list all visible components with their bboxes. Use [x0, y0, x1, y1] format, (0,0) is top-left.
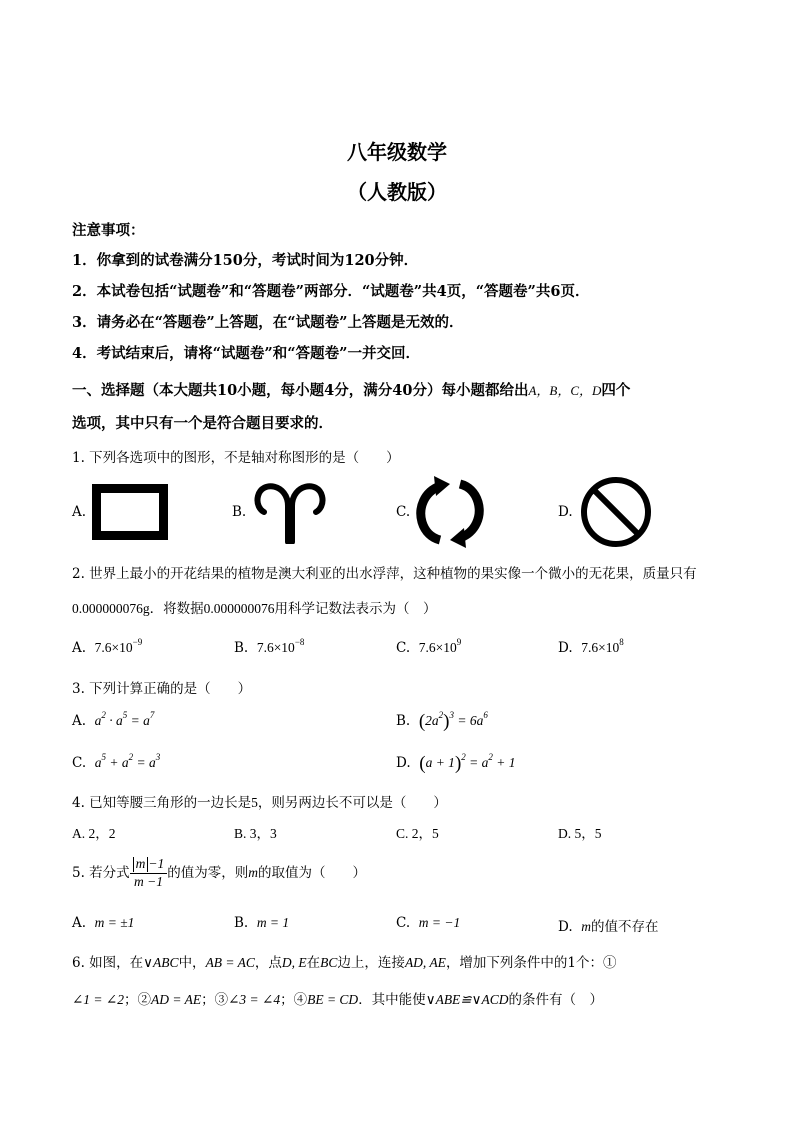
- q6-points-de: D, E: [281, 955, 307, 970]
- q2-option-a: [72, 637, 143, 656]
- notice-item-3: 3．请务必在“答题卷”上答题，在“试题卷”上答题是无效的．: [72, 314, 464, 331]
- q5-option-c-label: C.: [396, 915, 411, 931]
- q2-stem-text: ．将数据: [149, 601, 204, 617]
- aries-symbol-icon: [252, 476, 328, 544]
- page-title: 八年级数学: [347, 140, 447, 164]
- q6-text-c: ，点: [254, 955, 282, 971]
- q2-stem-line2: [72, 597, 437, 617]
- q5-option-a-label: A.: [72, 915, 87, 931]
- q5-stem: [72, 856, 366, 891]
- q5-option-d-text: 的值不存在: [590, 919, 659, 935]
- q6-equality: AB = AC: [205, 955, 255, 970]
- notice-item-4: 4．考试结束后，请将“试题卷”和“答题卷”一并交回．: [72, 345, 420, 362]
- q5-option-d-variable: m: [581, 919, 591, 934]
- q6-side-bc: BC: [320, 955, 338, 970]
- q3-option-c-expr: $a^5 + a^2 = a^3$: [94, 752, 161, 770]
- q5-stem-suffix: 的取值为（ ）: [258, 864, 367, 881]
- notice-item-2: 2．本试卷包括“试题卷”和“答题卷”两部分．“试题卷”共4页，“答题卷”共6页．: [72, 283, 590, 300]
- q3-option-b: [396, 711, 488, 733]
- q2-option-b-exponent: −8: [294, 637, 305, 647]
- q5-option-c: [396, 915, 460, 931]
- q2-option-d-base: 7.6×10: [581, 640, 620, 655]
- section-heading: [72, 379, 630, 400]
- section-heading-letters: A，B，C，D: [528, 383, 602, 398]
- q4-stem-prefix: 4. 已知等腰三角形的一边长是: [72, 795, 252, 811]
- q6-condition-1: ∠1 = ∠2: [72, 992, 124, 1007]
- section-heading-prefix: 一、选择题（本大题共10小题，每小题4分，满分40分）每小题都给出: [72, 382, 529, 399]
- q3-option-a-label: A.: [72, 713, 87, 729]
- q6-sep-4: ．其中能使: [358, 992, 426, 1008]
- q2-option-c-base: 7.6×10: [418, 640, 457, 655]
- q2-option-c-label: C.: [396, 640, 411, 656]
- q5-option-d-label: D.: [558, 919, 573, 935]
- q6-stem-line1: [72, 951, 617, 971]
- q4-stem: [72, 791, 447, 811]
- q6-text-e: 边上，连接: [337, 955, 405, 971]
- q4-option-c: C. 2，5: [396, 826, 439, 841]
- q1-option-c-label: C.: [396, 504, 411, 520]
- q5-fraction-numerator: −1: [148, 856, 165, 871]
- q4-stem-number: 5: [251, 795, 258, 810]
- q2-option-c-exponent: 9: [456, 637, 462, 647]
- rectangle-frame-icon: [92, 484, 168, 540]
- q5-option-b-label: B.: [234, 915, 249, 931]
- q4-option-a: A. 2，2: [72, 826, 116, 841]
- q5-fraction-denominator: m −1: [133, 873, 163, 889]
- q3-option-d: [396, 753, 516, 775]
- q2-option-b-label: B.: [234, 640, 249, 656]
- q3-option-c-label: C.: [72, 755, 87, 771]
- q2-option-a-base: 7.6×10: [94, 640, 133, 655]
- q1-option-a-label: A.: [72, 504, 87, 520]
- q6-text-b: 中，: [178, 955, 206, 971]
- q5-stem-mid: 的值为零，则: [167, 864, 249, 881]
- circular-arrows-icon: [414, 474, 486, 550]
- q6-stem-tail: 的条件有（ ）: [508, 992, 604, 1008]
- q3-option-b-expr: $(2a^2)^3 = 6a^6$: [418, 710, 488, 732]
- prohibition-sign-icon: [578, 476, 654, 548]
- q6-sep-2: ；③: [201, 992, 229, 1008]
- q2-option-b: [234, 637, 305, 656]
- q5-fraction: $\frac{m -1}{m -1}$: [130, 856, 168, 891]
- q2-option-a-label: A.: [72, 640, 87, 656]
- q6-text-f: ，增加下列条件中的1个：①: [445, 955, 617, 971]
- q6-sep-1: ；②: [123, 992, 151, 1008]
- q2-option-c: [396, 637, 462, 656]
- page-subtitle: （人教版）: [347, 180, 447, 204]
- q6-triangle-abc: ∨ABC: [143, 955, 179, 970]
- q2-stem-tail: 用科学记数法表示为（ ）: [274, 601, 437, 617]
- q4-stem-suffix: ，则另两边长不可以是（ ）: [257, 795, 447, 811]
- q3-option-a: [72, 710, 155, 729]
- section-heading-suffix: 四个: [601, 382, 631, 399]
- q5-option-b: [234, 915, 289, 931]
- q5-stem-variable: m: [248, 864, 259, 880]
- q2-option-d-label: D.: [558, 640, 573, 656]
- q5-stem-prefix: 5. 若分式: [72, 864, 130, 881]
- q4-option-d: D. 5，5: [558, 826, 602, 841]
- q5-option-c-expr: m = −1: [418, 915, 461, 930]
- q2-stem-line1: 2. 世界上最小的开花结果的植物是澳大利亚的出水浮萍，这种植物的果实像一个微小的无花果，质量只有: [72, 566, 697, 582]
- q3-option-c: [72, 752, 161, 771]
- q6-stem-line2: [72, 988, 603, 1008]
- q2-option-a-exponent: −9: [132, 637, 143, 647]
- q2-option-b-base: 7.6×10: [256, 640, 295, 655]
- notice-item-1: 1．你拿到的试卷满分150分，考试时间为120分钟．: [72, 252, 419, 269]
- q5-option-d: [558, 915, 658, 935]
- q2-option-d-exponent: 8: [619, 637, 624, 647]
- q6-text-d: 在: [306, 955, 321, 971]
- q3-stem: 3. 下列计算正确的是（ ）: [72, 681, 252, 697]
- q6-segments-ad-ae: AD, AE: [404, 955, 446, 970]
- q5-option-a-expr: m = ±1: [94, 915, 135, 930]
- section-heading-line2: 选项，其中只有一个是符合题目要求的．: [72, 415, 333, 432]
- q6-condition-3: ∠3 = ∠4: [228, 992, 281, 1007]
- q3-option-d-label: D.: [396, 755, 411, 771]
- q2-option-d: [558, 637, 624, 656]
- q4-option-b: B. 3，3: [234, 826, 277, 841]
- q6-condition-2: AD = AE: [150, 992, 202, 1007]
- q5-option-b-expr: m = 1: [256, 915, 290, 930]
- q1-option-b-label: B.: [232, 504, 247, 520]
- q3-option-a-expr: $a^2 \cdot a^5 = a^7$: [94, 710, 155, 728]
- q2-mass-value: 0.000000076g: [72, 601, 150, 616]
- q3-option-b-label: B.: [396, 713, 411, 729]
- q5-option-a: [72, 915, 134, 931]
- q6-condition-4: BE = CD: [307, 992, 359, 1007]
- q3-option-d-expr: $(a + 1)^2 = a^2 + 1$: [419, 752, 516, 774]
- q6-congruence: ∨ABE≌∨ACD: [425, 992, 509, 1007]
- q1-stem: 1. 下列各选项中的图形，不是轴对称图形的是（ ）: [72, 450, 400, 466]
- q2-number-value: 0.000000076: [203, 601, 275, 616]
- notice-heading: 注意事项：: [72, 222, 145, 239]
- q6-sep-3: ；④: [280, 992, 308, 1008]
- q6-text-a: 6. 如图，在: [72, 955, 144, 971]
- q1-option-d-label: D.: [558, 504, 573, 520]
